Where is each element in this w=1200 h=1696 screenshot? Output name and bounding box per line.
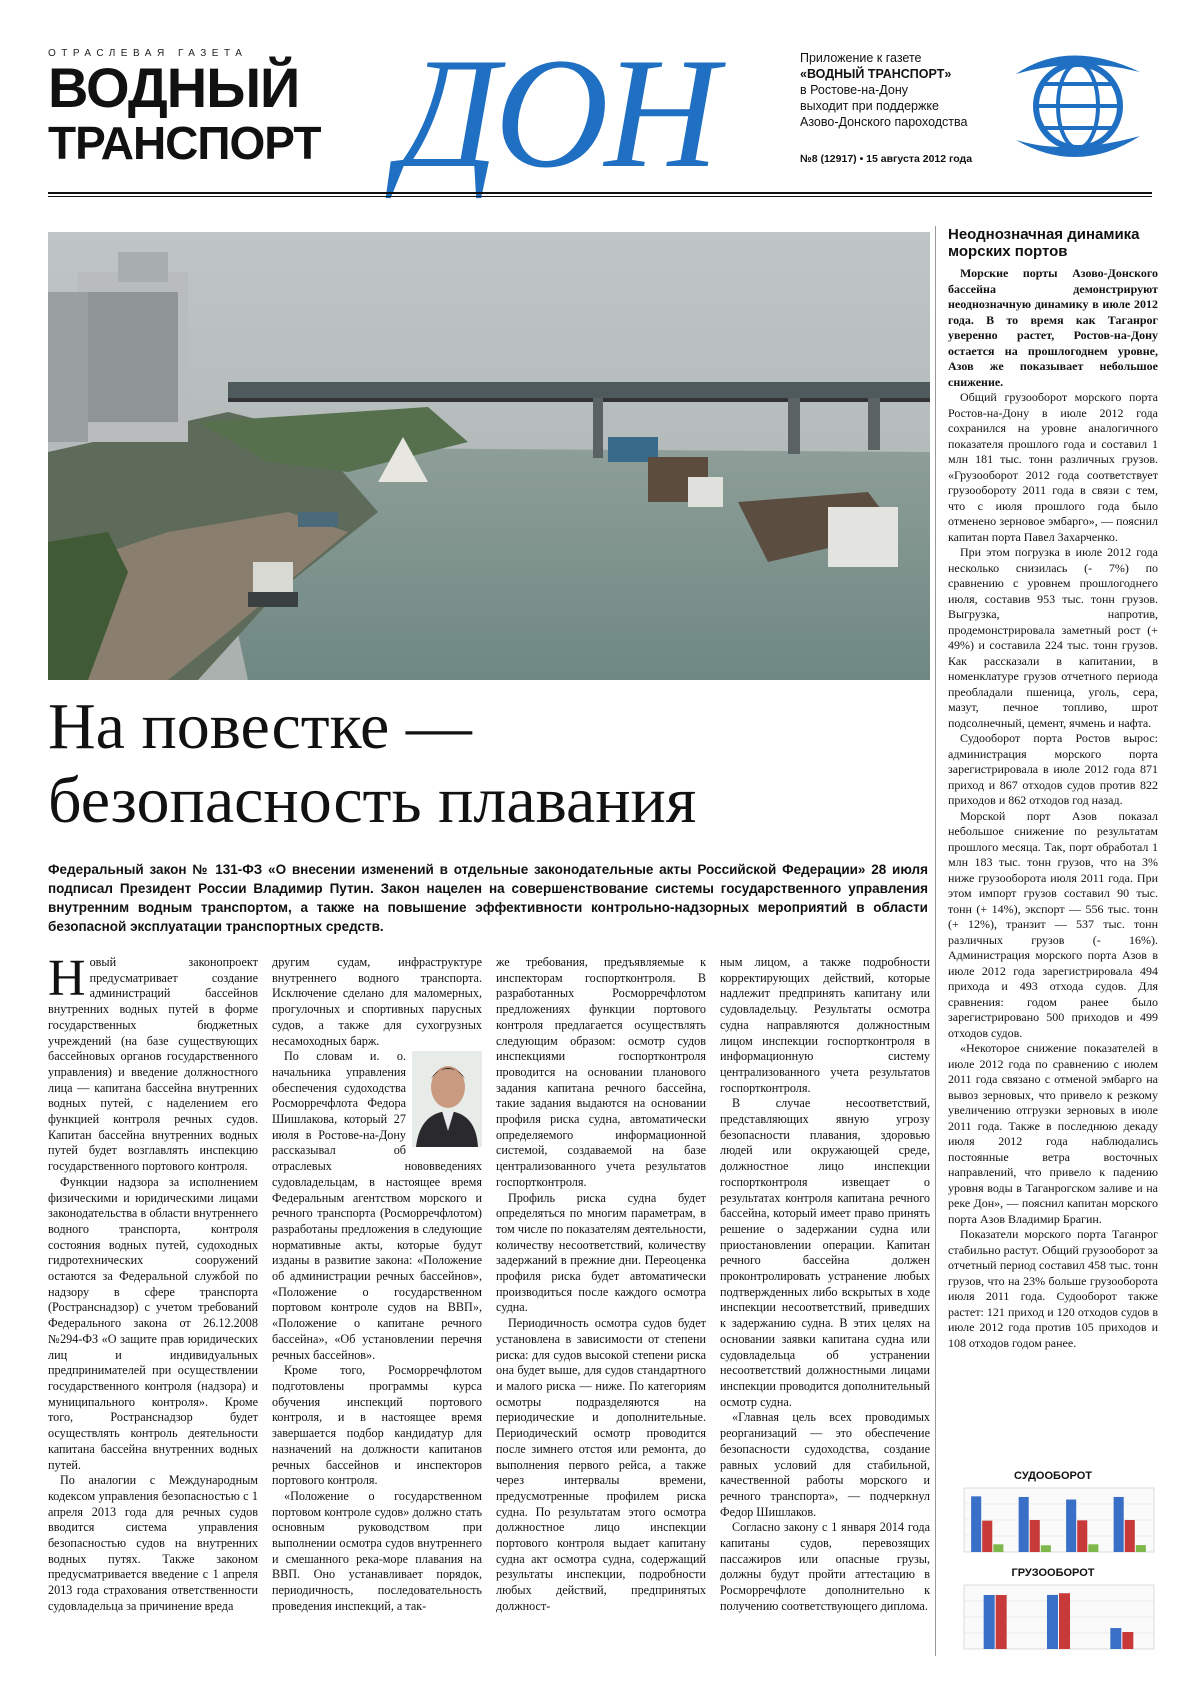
chart-bar (1066, 1500, 1076, 1552)
chart-bar (1047, 1595, 1058, 1649)
river-port-photo (48, 232, 930, 680)
masthead-info-line: Приложение к газете (800, 51, 922, 65)
paragraph: другим судам, инфраструктуре внутреннего водного транспорта. Исключение сделано для маломерных, прогулочных и спортивных парусных судов, а также для сухогрузных несамоходных барж. (272, 955, 482, 1048)
paragraph: Судооборот порта Ростов вырос: администрация морского порта зарегистрировала в июле 2012 года 871 приход и 867 отходов судов против 822 приходов и 862 отходов год назад. (948, 731, 1158, 807)
chart-bar (996, 1595, 1007, 1649)
charts-panel (948, 1470, 1158, 1664)
chart-bar (971, 1496, 981, 1552)
paragraph: При этом погрузка в июле 2012 года несколько снизилась (- 7%) по сравнению с уровнем прошлогоднего июля, составив 953 тыс. тонн грузов. Выгрузка, напротив, продемонстрировала заметный рост (+ 49%) и составила 224 тыс. тонн грузов. Как рассказали в капитании, в номенклатуре грузов отчетного периода преобладали пшеница, уголь, сера, мазут, печное топливо, шрот подсолнечный, цемент, ячмень и нафта. (948, 545, 1158, 730)
paragraph: В случае несоответствий, представляющих явную угрозу безопасности плавания, здоровью людей или окружающей среде, должностное лицо инспекции госпортконтроля извещает о результатах контроля капитана речного бассейна, который имеет право принять решение о задержании судна или приостановлении операции. Капитан речного бассейна должен проконтролировать устранение любых подтвержденных либо вскрытых в ходе инспекции несоответствий, приведших к задержанию судна. В этих целях на основании заявки капитана судна или судовладельца об устранении несоответствий должностными лицами инспекции проводится дополнительный осмотр судна. (720, 1096, 930, 1409)
paragraph: Общий грузооборот морского порта Ростов-на-Дону в июле 2012 года сохранился на уровне аналогичного показателя прошлого года и составил 1 млн 181 тыс. тонн различных грузов. «Грузооборот 2012 года соответствует грузообороту 2011 года в связи с тем, что с июля прошлого года было отменено зерновое эмбарго», — пояснил капитан порта Павел Захарченко. (948, 390, 1158, 544)
sidebar-article (948, 226, 1158, 1351)
masthead-info-line: в Ростове-на-Дону (800, 83, 908, 97)
paragraph: По аналогии с Международным кодексом управления безопасностью с 1 апреля 2013 года для речных судов вводится система управления безопасностью судов на внутренних водных путях. Также законом предусматривается введение с 1 апреля 2013 года страхования ответственности судовладельца за причинение вреда (48, 1473, 258, 1613)
paragraph: По словам и. о. начальника управления обеспечения судоходства Росморречфлота Федора Шишлакова, который 27 июля в Ростове-на-Дону рассказывал об отраслевых нововведениях судовладельцам, в настоящее время Федеральным агентством морского и речного транспорта (Росморречфлотом) разработаны предложения в следующие нормативные акты, которые будут изданы в развитие закона: «Положение об администрации речных бассейнов», «Положение о государственном портовом контроле судов на ВВП», «Положение о капитане речного бассейна», «Об установлении перечня речных бассейнов». (272, 1049, 482, 1362)
paragraph: «Положение о государственном портовом контроле судов» должно стать основным руководством при выполнении осмотра судов внутреннего и смешанного река-море плавания на ВВП. Оно устанавливает порядок, периодичность, последовательность проведения инспекций, а так- (272, 1488, 482, 1613)
paragraph: Функции надзора за исполнением физическими и юридическими лицами законодательства в области внутреннего водного транспорта, контроля состояния водных путей, судоходных гидротехнических сооружений остаются за Федеральной службой по надзору в сфере транспорта (Ространснадзор) с учетом требований Федерального закона от 26.12.2008 №294-ФЗ «О защите прав юридических лиц и индивидуальных предпринимателей при осуществлении государственного контроля (надзора) и муниципального контроля». Кроме того, Ространснадзор будет осуществлять контроль деятельности капитана бассейна внутренних водных путей. (48, 1174, 258, 1472)
article-lead: Федеральный закон № 131-ФЗ «О внесении изменений в отдельные законодательные акты Российской Федерации» 28 июля подписал Президент России Владимир Путин. Закон нацелен на совершенствование системы государственного управления внутренним водным транспортом, а также на повышение эффективности контрольно-надзорных мероприятий в области безопасной эксплуатации транспортных средств. (48, 862, 928, 934)
paragraph: Кроме того, Росморречфлотом подготовлены программы курса обучения инспекций портового контроля, и в настоящее время завершается подбор кандидатур для назначений на должности капитанов речных бассейнов и инспекторов портового контроля. (272, 1363, 482, 1488)
paragraph: ным лицом, а также подробности корректирующих действий, которые надлежит предпринять капитану или судовладельцу. Результаты осмотра судна направляются должностным лицом инспекции госпортконтроля в информационную систему централизованного учета результатов госпортконтроля. (720, 955, 930, 1095)
article-column (720, 955, 930, 1615)
paragraph: «Некоторое снижение показателей в июле 2012 года по сравнению с июлем 2011 года связано с отменой эмбарго на вывоз зерновых, что привело к резкому увеличению отгрузки зерновых в июле 2011 года. Также в последнюю декаду июля 2012 года наблюдались постоянные ветра восточных направлений, что привело к падению уровня воды в Таганрогском заливе и на реке Дон», — пояснил капитан морского порта Азов Владимир Брагин. (948, 1041, 1158, 1226)
chart-bar (1136, 1545, 1146, 1552)
sidebar-divider (935, 226, 936, 1656)
chart-bar (1122, 1632, 1133, 1649)
chart-title: СУДООБОРОТ (1014, 1470, 1092, 1482)
issue-number: №8 (12917) • 15 августа 2012 года (800, 153, 973, 165)
paragraph: Новый законопроект предусматривает создание администраций бассейнов внутренних водных путей в форме государственных бюджетных учреждений (на базе существующих бассейновых органов государственного управления) и введение должностного лица — капитана бассейна внутренних водных путей, с наделением его функцией контроля речных судов. Капитан бассейна внутренних водных путей будет возглавлять инспекцию государственного портового контроля. (48, 950, 258, 1174)
masthead-info (800, 50, 1000, 130)
paragraph: Профиль риска судна будет определяться по многим параметрам, в том числе по показателям деятельности, количеству несоответствий, количеству задержаний в прежние дни. Переоценка профиля риска будет автоматически производиться после каждого осмотра судна. (496, 1190, 706, 1315)
paragraph: Согласно закону с 1 января 2014 года капитаны судов, перевозящих пассажиров или опасные грузы, должны будут пройти аттестацию в Росморречфлоте дополнительно к получению соответствующего диплома. (720, 1520, 930, 1613)
masthead-info-line: «ВОДНЫЙ ТРАНСПОРТ» (800, 67, 952, 81)
masthead-title-line2: ТРАНСПОРТ (48, 117, 321, 169)
drop-cap: Н (48, 950, 86, 1007)
paragraph: Морской порт Азов показал небольшое снижение по результатам прошлого месяца. Так, порт обработал 1 млн 183 тыс. тонн грузов, что на 3% ниже грузооборота июля 2011 года. При этом импорт грузов составил 90 тыс. тонн (+ 14%), экспорт — 556 тыс. тонн (+ 12%), транзит — 537 тыс. тонн различных грузов (- 16%). Администрация морского порта Азов в июле 2012 года зарегистрировала 494 прихода и 493 отхода судов. Для сравнения: годом ранее было зарегистрировано 500 приходов и 499 отходов судов. (948, 808, 1158, 1040)
chart-title: ГРУЗООБОРОТ (1011, 1567, 1095, 1579)
cargo-turnover-chart (948, 1579, 1158, 1659)
ship-traffic-chart (948, 1482, 1158, 1562)
chart-bar (1059, 1593, 1070, 1649)
sidebar-body (948, 390, 1158, 1351)
globe-logo-icon (1008, 44, 1148, 164)
chart-bar (1125, 1520, 1135, 1552)
paragraph: «Главная цель всех проводимых реорганизаций — это обеспечение безопасности судоходства, создание равных условий для стабильной, качественной работы морского и речного транспорта», — подчеркнул Федор Шишлаков. (720, 1410, 930, 1519)
chart-bar (1019, 1497, 1029, 1552)
article-body (48, 950, 930, 1655)
masthead (48, 26, 1152, 201)
chart-bar (1077, 1520, 1087, 1552)
masthead-info-line: выходит при поддержке (800, 99, 939, 113)
chart-bar (1030, 1520, 1040, 1552)
masthead-title-line1: ВОДНЫЙ (48, 56, 300, 119)
headline-line: безопасность плавания (48, 764, 697, 837)
chart-bar (1041, 1545, 1051, 1552)
masthead-don-logo: ДОН (398, 26, 715, 201)
article-headline (48, 690, 928, 838)
chart-bar (993, 1544, 1003, 1552)
portrait-photo (412, 1051, 482, 1147)
chart-bar (1088, 1544, 1098, 1552)
sidebar-title: Неоднозначная динамика морских портов (948, 226, 1140, 260)
article-column (496, 955, 706, 1615)
paragraph: Периодичность осмотра судов будет установлена в зависимости от степени риска: для судов высокой степени риска она будет выше, для судов стандартного и малого риска — ниже. По категориям осмотры подразделяются на периодические и дополнительные. Периодический осмотр проводится после зимнего отстоя или ремонта, до выполнения первого рейса, а также через интервалы времени, предусмотренные профилем риска судна. По результатам этого осмотра должностное лицо инспекции портового контроля выдает капитану судна акт осмотра судна, содержащий результаты инспекции, подробности любых действий, предпринятых должност- (496, 1316, 706, 1613)
article-column (48, 950, 258, 1615)
chart-bar (984, 1595, 995, 1649)
headline-line: На повестке — (48, 690, 472, 763)
masthead-tagline: ОТРАСЛЕВАЯ ГАЗЕТА (48, 48, 248, 59)
sidebar-lead: Морские порты Азово-Донского бассейна демонстрируют неоднозначную динамику в июле 2012 года. В то время как Таганрог уверенно растет, Ростов-на-Дону остается на прошлогоднем уровне, Азов же показывает небольшое снижение. (948, 266, 1158, 389)
chart-bar (1110, 1628, 1121, 1649)
paragraph: Показатели морского порта Таганрог стабильно растут. Общий грузооборот за отчетный период составил 458 тыс. тонн грузов, что на 23% больше грузооборота июля 2011 года. Судооборот также растет: 121 приход и 120 отходов судов в июле 2012 года против 105 приходов и 108 отходов годом ранее. (948, 1227, 1158, 1350)
masthead-info-line: Азово-Донского пароходства (800, 115, 968, 129)
paragraph: же требования, предъявляемые к инспекторам госпортконтроля. В разработанных Росморречфлотом предложениях функции портового контроля предлагается осуществлять следующим образом: осмотр судов инспекциями госпортконтроля проводится на основании планового задания капитана речного бассейна, такие задания выдаются на основании профиля риска судна, автоматически определяемого информационной системой, создаваемой на базе централизованного учета результатов госпортконтроля. (496, 955, 706, 1189)
chart-bar (982, 1521, 992, 1552)
article-column (272, 955, 482, 1615)
masthead-rule (48, 192, 1152, 197)
chart-bar (1114, 1497, 1124, 1552)
